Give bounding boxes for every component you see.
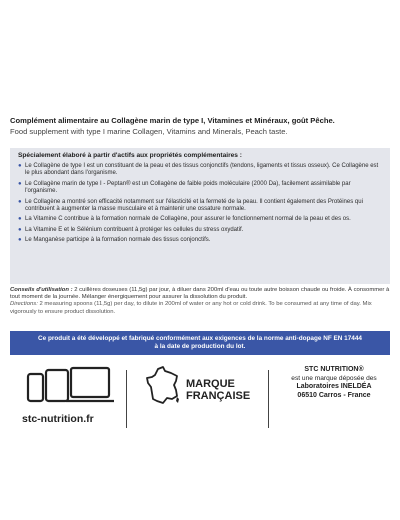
banner-line-2: à la date de production du lot.	[154, 343, 246, 351]
bullet-icon: ●	[18, 180, 22, 187]
marque-francaise-label	[186, 378, 250, 402]
divider	[268, 370, 269, 428]
usage-text-en: 2 measuring spoons (11,5g) per day, to dilute in 200ml of water or any hot or cold drink. To be consumed at any time of day. Mix vigorously to ensure product dissolution.	[10, 301, 372, 315]
list-item	[18, 199, 384, 214]
bullet-icon: ●	[18, 226, 22, 233]
usage-english	[10, 301, 390, 315]
list-item	[18, 216, 384, 223]
title-english: Food supplement with type I marine Collagen, Vitamins and Minerals, Peach taste.	[10, 127, 288, 136]
phone-icon	[28, 374, 43, 401]
usage-french	[10, 287, 390, 301]
list-item-text: Le Collagène marin de type I - Peptan® est un Collagène de faible poids moléculaire (2000 Da), facilement assimilable par l'organisme.	[25, 180, 351, 195]
company-line-4: 06510 Carros - France	[297, 391, 371, 399]
marque-line-2: FRANÇAISE	[186, 390, 251, 402]
company-line-3: Laboratoires INELDÉA	[296, 383, 372, 391]
actives-panel	[10, 148, 390, 284]
list-item	[18, 181, 384, 196]
tablet-icon	[46, 370, 68, 401]
list-item-text: La Vitamine C contribue à la formation normale de Collagène, pour assurer le fonctionnement normal de la peau et des os.	[25, 216, 351, 223]
usage-label-fr: Conseils d'utilisation :	[10, 287, 73, 293]
banner-line-1: Ce produit a été développé et fabriqué conformément aux exigences de la norme anti-dopage NF EN 17444	[38, 335, 362, 342]
actives-heading: Spécialement élaboré à partir d'actifs aux propriétés complémentaires :	[18, 152, 243, 159]
anti-doping-banner	[10, 331, 390, 355]
company-name: STC NUTRITION®	[304, 366, 364, 373]
divider	[126, 370, 127, 428]
bullet-icon: ●	[18, 237, 22, 244]
marque-line-1: MARQUE	[186, 378, 235, 390]
usage-text-fr: 2 cuillères doseuses (11,5g) par jour, à diluer dans 200ml d'eau ou toute autre boisson chaude ou froide. À consommer à tout moment de la journée. Mélanger énergiquement pour assurer la dissolution du produit.	[10, 287, 390, 301]
list-item	[18, 227, 384, 234]
laptop-icon	[66, 368, 114, 401]
france-map-icon	[146, 366, 180, 406]
list-item-text: Le Collagène a montré son efficacité notamment sur l'élasticité et la fermeté de la peau. Il contient également des Protéines qui contribuent à augmenter la masse musculaire et à maintenir une ossature normale.	[25, 198, 363, 213]
usage-label-en: Directions:	[10, 301, 38, 308]
list-item-text: Le Collagène de type I est un constituant de la peau et des tissus conjonctifs (tendons, ligaments et tissus osseux). Ce Collagène est le plus abondant dans l'organisme.	[25, 163, 379, 177]
bullet-icon: ●	[18, 198, 22, 205]
list-item-text: La Vitamine E et le Sélénium contribuent à protéger les cellules du stress oxydatif.	[25, 226, 244, 233]
website-link[interactable]: stc-nutrition.fr	[22, 413, 94, 425]
list-item	[18, 163, 384, 178]
title-french: Complément alimentaire au Collagène marin de type I, Vitamines et Minéraux, goût Pêche.	[10, 116, 335, 125]
company-info	[284, 366, 384, 400]
list-item	[18, 237, 384, 244]
usage-section	[10, 287, 390, 316]
company-line-2: est une marque déposée des	[291, 374, 377, 382]
bullet-icon: ●	[18, 163, 22, 169]
devices-illustration	[24, 366, 114, 412]
bullet-icon: ●	[18, 216, 22, 223]
list-item-text: Le Manganèse participe à la formation normale des tissus conjonctifs.	[25, 237, 211, 244]
